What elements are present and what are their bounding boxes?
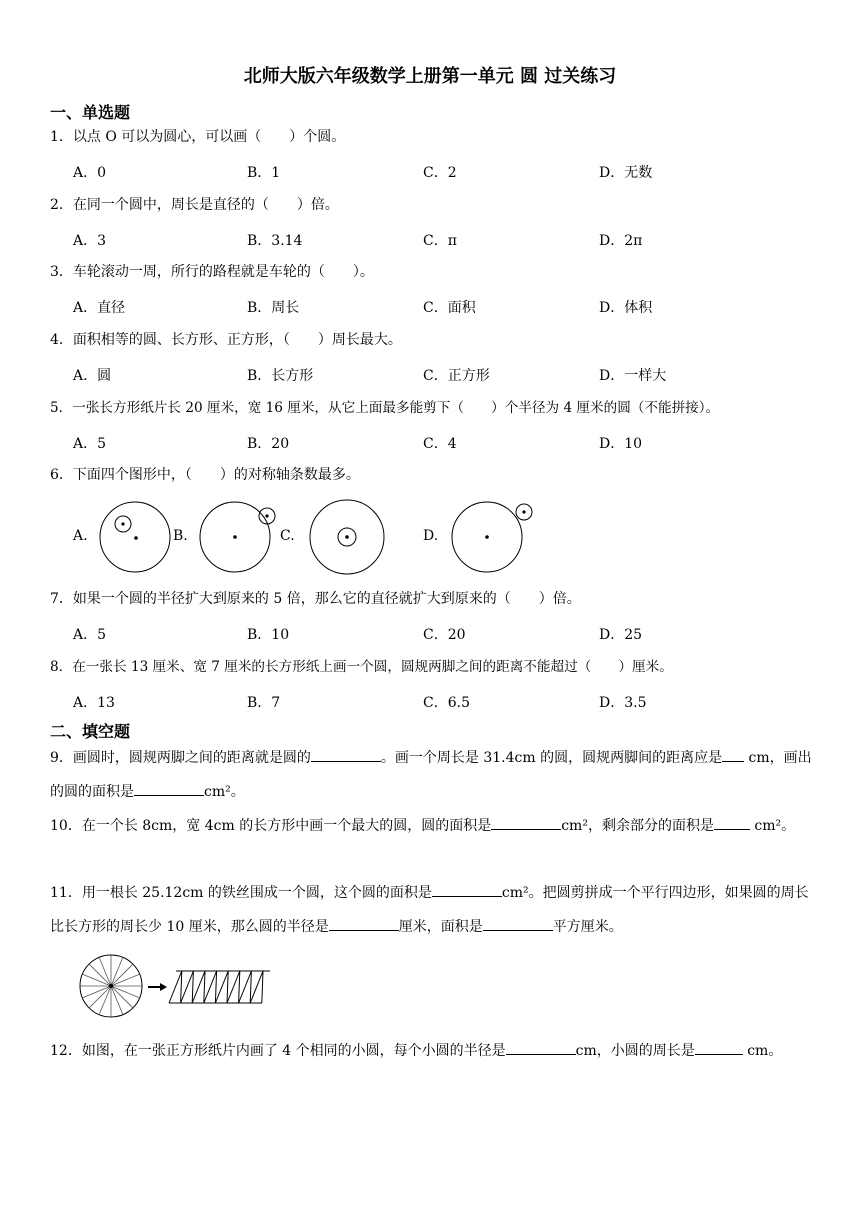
parallelogram-of-sectors — [169, 971, 270, 1003]
option-c[interactable]: C．面积 — [423, 300, 476, 316]
sector-line — [89, 964, 111, 986]
option-d[interactable]: D．体积 — [599, 300, 653, 316]
answer-blank[interactable] — [134, 780, 204, 796]
option-c[interactable]: C．4 — [423, 436, 457, 452]
answer-blank[interactable] — [491, 814, 561, 830]
answer-blank[interactable] — [506, 1039, 576, 1055]
option-d[interactable]: D．一样大 — [599, 368, 667, 384]
option-d[interactable]: D．3.5 — [599, 695, 647, 711]
sector-line — [111, 964, 133, 986]
question-4: 4．面积相等的圆、长方形、正方形，（ ）周长最大。 — [50, 332, 402, 348]
question-11-figure — [78, 953, 278, 1021]
option-b[interactable]: B．周长 — [247, 300, 300, 316]
figure-c-circles — [310, 500, 384, 574]
question-5-options — [73, 433, 813, 455]
option-c[interactable]: C. — [280, 528, 295, 544]
option-b[interactable]: B．20 — [247, 436, 290, 452]
option-b[interactable]: B．10 — [247, 627, 290, 643]
option-c[interactable]: C．2 — [423, 165, 457, 181]
answer-blank[interactable] — [311, 746, 381, 762]
answer-blank[interactable] — [483, 915, 553, 931]
question-10: 10．在一个长 8cm，宽 4cm 的长方形中画一个最大的圆，圆的面积是 cm²，剩余部分的面积是 cm²。 — [50, 809, 815, 843]
question-8-options — [73, 692, 813, 714]
option-b[interactable]: B．7 — [247, 695, 281, 711]
option-a[interactable]: A．13 — [73, 695, 115, 711]
question-4-options — [73, 365, 813, 387]
option-d[interactable]: D．无数 — [599, 165, 653, 181]
question-7-options — [73, 624, 813, 646]
answer-blank[interactable] — [432, 881, 502, 897]
sector-line — [111, 986, 133, 1008]
figure-b-circles — [200, 502, 275, 572]
option-a[interactable]: A．直径 — [73, 300, 126, 316]
option-b[interactable]: B．3.14 — [247, 233, 303, 249]
question-9: 9．画圆时，圆规两脚之间的距离就是圆的 。画一个周长是 31.4cm 的圆，圆规两脚间的距离应是 cm，画出的圆的面积是 cm²。 — [50, 741, 815, 809]
question-3: 3．车轮滚动一周，所行的路程就是车轮的（ ）。 — [50, 264, 374, 280]
answer-blank[interactable] — [329, 915, 399, 931]
option-b[interactable]: B. — [173, 528, 188, 544]
question-12: 12．如图，在一张正方形纸片内画了 4 个相同的小圆，每个小圆的半径是 cm，小圆的周长是 cm。 — [50, 1034, 815, 1068]
sectored-circle — [80, 955, 142, 1017]
option-c[interactable]: C．正方形 — [423, 368, 490, 384]
question-5: 5．一张长方形纸片长 20 厘米，宽 16 厘米，从它上面最多能剪下（ ）个半径为 4 厘米的圆（不能拼接）。 — [50, 400, 720, 416]
option-a[interactable]: A．5 — [73, 627, 107, 643]
option-b[interactable]: B．1 — [247, 165, 281, 181]
option-b[interactable]: B．长方形 — [247, 368, 314, 384]
section-heading-single-choice: 一、单选题 — [50, 103, 131, 122]
option-c[interactable]: C．20 — [423, 627, 466, 643]
section-heading-fill-in: 二、填空题 — [50, 722, 131, 741]
option-d[interactable]: D．25 — [599, 627, 643, 643]
sector-line — [89, 986, 111, 1008]
option-d[interactable]: D. — [423, 528, 439, 544]
option-a[interactable]: A．3 — [73, 233, 107, 249]
answer-blank[interactable] — [714, 814, 750, 830]
question-2-options — [73, 230, 813, 252]
option-a[interactable]: A．0 — [73, 165, 107, 181]
question-3-options — [73, 297, 813, 319]
option-a[interactable]: A．5 — [73, 436, 107, 452]
question-6: 6．下面四个图形中，（ ）的对称轴条数最多。 — [50, 467, 360, 483]
option-a[interactable]: A．圆 — [73, 368, 112, 384]
answer-blank[interactable] — [695, 1039, 743, 1055]
option-d[interactable]: D．2π — [599, 233, 643, 249]
figure-d-circles — [452, 502, 532, 572]
page-title: 北师大版六年级数学上册第一单元 圆 过关练习 — [243, 66, 617, 87]
question-1-options — [73, 162, 813, 184]
arrow-icon — [148, 983, 167, 991]
question-2: 2．在同一个圆中，周长是直径的（ ）倍。 — [50, 197, 339, 213]
option-c[interactable]: C．π — [423, 233, 457, 249]
option-d[interactable]: D．10 — [599, 436, 643, 452]
question-6-figures — [95, 495, 545, 580]
answer-blank[interactable] — [722, 746, 744, 762]
question-8: 8．在一张长 13 厘米、宽 7 厘米的长方形纸上画一个圆，圆规两脚之间的距离不能超过（ ）厘米。 — [50, 659, 673, 675]
question-11: 11．用一根长 25.12cm 的铁丝围成一个圆，这个圆的面积是 cm²。把圆剪拼成一个平行四边形，如果圆的周长比长方形的周长少 10 厘米，那么圆的半径是 厘米，面积是 平方厘米。 — [50, 876, 815, 944]
option-c[interactable]: C．6.5 — [423, 695, 470, 711]
question-7: 7．如果一个圆的半径扩大到原来的 5 倍，那么它的直径就扩大到原来的（ ）倍。 — [50, 591, 581, 607]
question-1: 1．以点 O 可以为圆心，可以画（ ）个圆。 — [50, 129, 346, 145]
option-a[interactable]: A. — [73, 528, 88, 544]
figure-a-circles — [100, 502, 170, 572]
